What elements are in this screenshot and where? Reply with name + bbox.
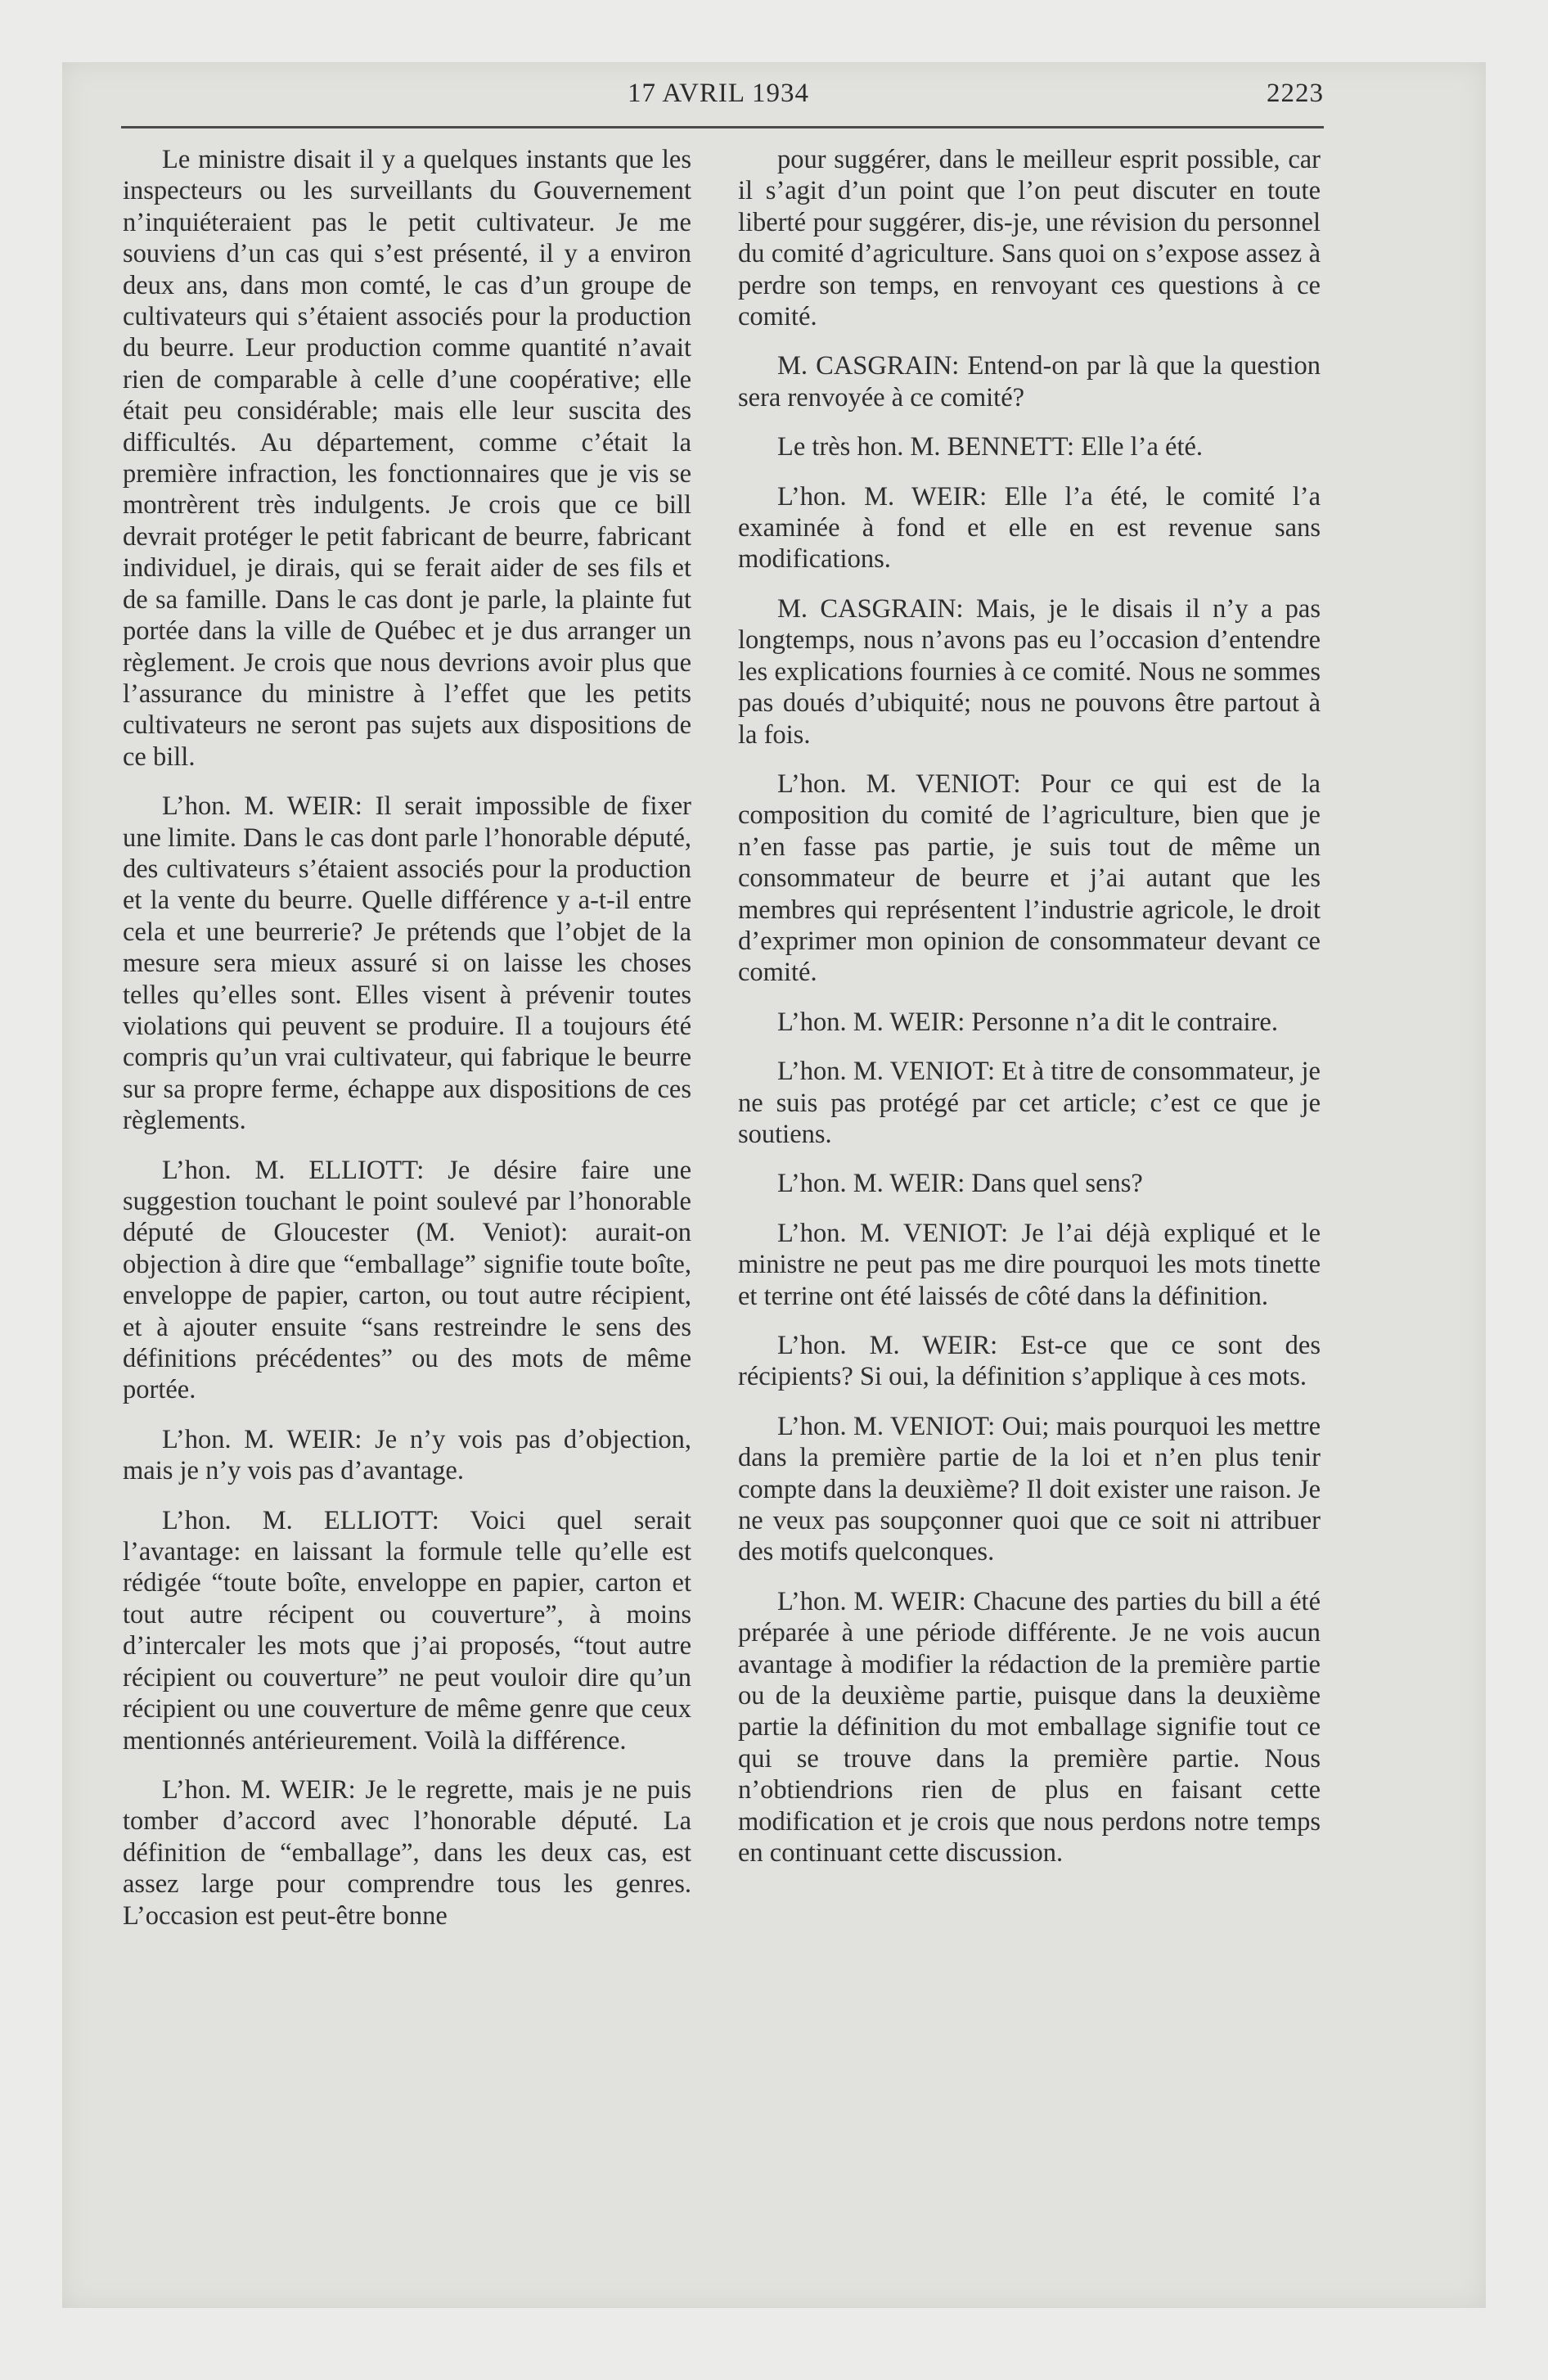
paragraph: M. CASGRAIN: Entend-on par là que la question sera renvoyée à ce comité? — [738, 351, 1321, 412]
paragraph: L’hon. M. WEIR: Je le regrette, mais je ne puis tomber d’accord avec l’honorable député. La définition de “emballage”, dans les deux cas, est assez large pour comprendre tous les genres. L’occasion est peut-être bonne — [123, 1774, 691, 1931]
paragraph: pour suggérer, dans le meilleur esprit possible, car il s’agit d’un point que l’on peut discuter en toute liberté pour suggérer, dis-je, une révision du personnel du comité d’agriculture. Sans quoi on s’expose assez à perdre son temps, en renvoyant ces questions à ce comité. — [738, 145, 1321, 332]
paragraph: L’hon. M. WEIR: Dans quel sens? — [777, 1169, 1143, 1199]
paragraph: L’hon. M. WEIR: Chacune des parties du bill a été préparée à une période différente. Je ne vois aucun avantage à modifier la rédaction de la première partie ou de la deuxième partie, puisque dans la deuxième partie la définition du mot emballage signifie tout ce qui se trouve dans la première partie. Nous n’obtiendrions rien de plus en faisant cette modification et je crois que nous perdons notre temps en continuant cette discussion. — [738, 1586, 1321, 1868]
header-rule — [121, 126, 1324, 128]
page-header — [121, 79, 1324, 111]
left-column — [123, 144, 691, 1950]
paragraph: L’hon. M. VENIOT: Et à titre de consommateur, je ne suis pas protégé par cet article; c’est ce que je soutiens. — [738, 1057, 1321, 1149]
paragraph: Le ministre disait il y a quelques instants que les inspecteurs ou les surveillants du Gouvernement n’inquiéteraient pas le petit cultivateur. Je me souviens d’un cas qui s’est présenté, il y a environ deux ans, dans mon comté, le cas d’un groupe de cultivateurs qui s’étaient associés pour la production du beurre. Leur production comme quantité n’avait rien de comparable à celle d’une coopérative; elle était peu considérable; mais elle leur suscita des difficultés. Au département, comme c’était la première infraction, les fonctionnaires que je vis se montrèrent très indulgents. Je crois que ce bill devrait protéger le petit fabricant de beurre, fabricant individuel, je dirais, qui se ferait aider de ses fils et de sa famille. Dans le cas dont je parle, la plainte fut portée dans la ville de Québec et je dus arranger un règlement. Je crois que nous devrions avoir plus que l’assurance du ministre à l’effet que les petits cultivateurs ne seront pas sujets aux dispositions de ce bill. — [123, 145, 691, 772]
page-number: 2223 — [1267, 79, 1324, 108]
paragraph: L’hon. M. VENIOT: Oui; mais pourquoi les mettre dans la première partie de la loi et n’en plus tenir compte dans la deuxième? Il doit exister une raison. Je ne veux pas soupçonner quoi que ce soit ni attribuer des motifs quelconques. — [738, 1411, 1321, 1567]
paragraph: L’hon. M. VENIOT: Je l’ai déjà expliqué et le ministre ne peut pas me dire pourquoi les mots tinette et terrine ont été laissés de côté dans la définition. — [738, 1218, 1321, 1311]
page-date: 17 AVRIL 1934 — [627, 79, 810, 108]
paragraph: L’hon. M. WEIR: Elle l’a été, le comité l’a examinée à fond et elle en est revenue sans modifications. — [738, 481, 1321, 575]
paragraph: Le très hon. M. BENNETT: Elle l’a été. — [777, 432, 1204, 462]
paragraph: L’hon. M. WEIR: Est-ce que ce sont des récipients? Si oui, la définition s’applique à ces mots. — [738, 1331, 1321, 1392]
paragraph: L’hon. M. ELLIOTT: Je désire faire une suggestion touchant le point soulevé par l’honorable député de Gloucester (M. Veniot): aurait-on objection à dire que “emballage” signifie toute boîte, enveloppe de papier, carton, ou tout autre récipient, et à ajouter ensuite “sans restreindre le sens des définitions précédentes” ou des mots de même portée. — [123, 1155, 691, 1405]
paragraph: L’hon. M. ELLIOTT: Voici quel serait l’avantage: en laissant la formule telle qu’elle est rédigée “toute boîte, enveloppe en papier, carton et tout autre récipent ou couverture”, à moins d’intercaler les mots que j’ai proposés, “tout autre récipient ou couverture” ne peut vouloir dire qu’un récipient ou une couverture de même genre que ceux mentionnés antérieurement. Voilà la différence. — [123, 1505, 691, 1756]
paragraph: L’hon. M. VENIOT: Pour ce qui est de la composition du comité de l’agriculture, bien que je n’en fasse pas partie, je suis tout de même un consommateur de beurre et j’ai autant que les membres qui représentent l’industrie agricole, le droit d’exprimer mon opinion de consommateur devant ce comité. — [738, 769, 1321, 988]
right-column — [738, 144, 1321, 1887]
paragraph: L’hon. M. WEIR: Personne n’a dit le contraire. — [777, 1007, 1278, 1037]
paragraph: L’hon. M. WEIR: Je n’y vois pas d’objection, mais je n’y vois pas d’avantage. — [123, 1424, 691, 1486]
paragraph: L’hon. M. WEIR: Il serait impossible de fixer une limite. Dans le cas dont parle l’honorable député, des cultivateurs s’étaient associés pour la production et la vente du beurre. Quelle différence y a-t-il entre cela et une beurrerie? Je prétends que l’objet de la mesure sera mieux assuré si on laisse les choses telles qu’elles sont. Elles visent à prévenir toutes violations qui peuvent se produire. Il a toujours été compris qu’un vrai cultivateur, qui fabrique le beurre sur sa propre ferme, échappe aux dispositions de ces règlements. — [123, 791, 691, 1136]
paragraph: M. CASGRAIN: Mais, je le disais il n’y a pas longtemps, nous n’avons pas eu l’occasion d’entendre les explications fournies à ce comité. Nous ne sommes pas doués d’ubiquité; nous ne pouvons être partout à la fois. — [738, 593, 1321, 750]
